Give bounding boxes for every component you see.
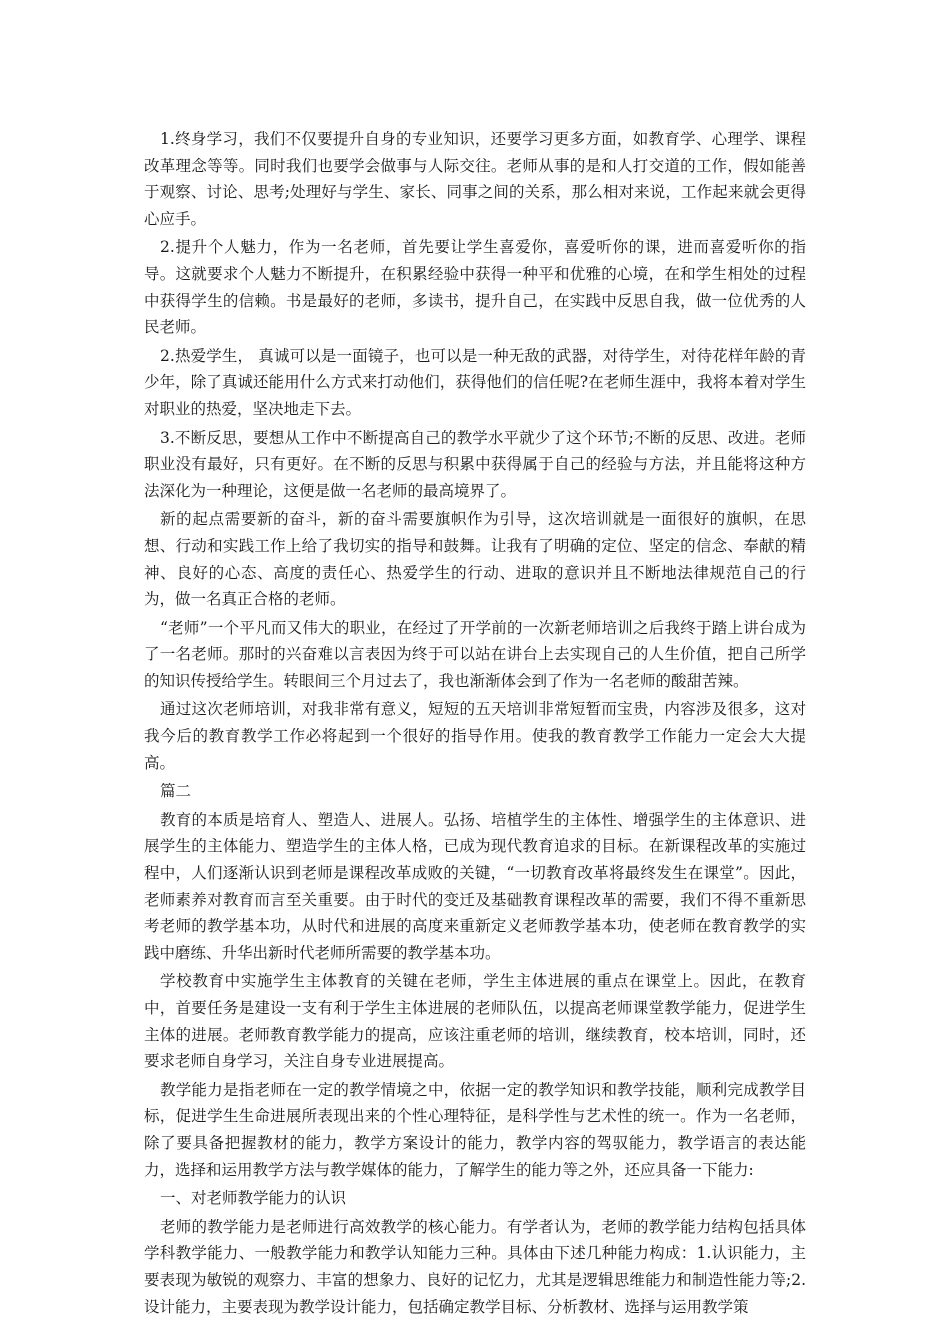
paragraph-new-start: 新的起点需要新的奋斗，新的奋斗需要旗帜作为引导，这次培训就是一面很好的旗帜，在思想、行动和实践工作上给了我切实的指导和鼓舞。让我有了明确的定位、坚定的信念、奉献的精神、良好的心态、高度的责任心、热爱学生的行动、进取的意识并且不断地法律规范自己的行为，做一名真正合格的老师。 [144, 510, 806, 609]
paragraph-personal-charm: 2.提升个人魅力，作为一名老师，首先要让学生喜爱你，喜爱听你的课，进而喜爱听你的指导。这就要求个人魅力不断提升，在积累经验中获得一种平和优雅的心境，在和学生相处的过程中获得学生的信赖。书是最好的老师，多读书，提升自己，在实践中反思自我，做一位优秀的人民老师。 [144, 238, 806, 337]
section-heading-ability-recognition: 一、对老师教学能力的认识 [160, 1189, 347, 1208]
section-heading-part-two: 篇二 [160, 782, 192, 801]
paragraph-love-students: 2.热爱学生， 真诚可以是一面镜子，也可以是一种无敌的武器，对待学生，对待花样年龄的青少年，除了真诚还能用什么方式来打动他们，获得他们的信任呢?在老师生涯中，我将本着对学生对职业的热爱，坚决地走下去。 [144, 346, 806, 418]
paragraph-teacher-profession: “老师”一个平凡而又伟大的职业，在经过了开学前的一次新老师培训之后我终于踏上讲台成为了一名老师。那时的兴奋难以言表因为终于可以站在讲台上去实现自己的人生价值，把自己所学的知识传授给学生。转眼间三个月过去了，我也渐渐体会到了作为一名老师的酸甜苦辣。 [144, 618, 806, 690]
document-page [144, 126, 806, 1322]
paragraph-lifelong-learning: 1.终身学习，我们不仅要提升自身的专业知识，还要学习更多方面，如教育学、心理学、课程改革理念等等。同时我们也要学会做事与人际交往。老师从事的是和人打交道的工作，假如能善于观察、讨论、思考;处理好与学生、家长、同事之间的关系，那么相对来说，工作起来就会更得心应手。 [144, 130, 806, 228]
paragraph-ability-structure: 老师的教学能力是老师进行高效教学的核心能力。有学者认为，老师的教学能力结构包括具体学科教学能力、一般教学能力和教学认知能力三种。具体由下述几种能力构成：1.认识能力，主要表现为敏锐的观察力、丰富的想象力、良好的记忆力，尤其是逻辑思维能力和制造性能力等;2.设计能力，主要表现为教学设计能力，包括确定教学目标、分析教材、选择与运用教学策 [144, 1217, 806, 1316]
paragraph-school-education: 学校教育中实施学生主体教育的关键在老师，学生主体进展的重点在课堂上。因此，在教育中，首要任务是建设一支有利于学生主体进展的老师队伍，以提高老师课堂教学能力，促进学生主体的进展。老师教育教学能力的提高，应该注重老师的培训，继续教育，校本培训，同时，还要求老师自身学习，关注自身专业进展提高。 [144, 972, 806, 1071]
paragraph-training-summary: 通过这次老师培训，对我非常有意义，短短的五天培训非常短暂而宝贵，内容涉及很多，这对我今后的教育教学工作必将起到一个很好的指导作用。使我的教育教学工作能力一定会大大提高。 [144, 700, 806, 772]
paragraph-reflection: 3.不断反思，要想从工作中不断提高自己的教学水平就少了这个环节;不断的反思、改进。老师职业没有最好，只有更好。在不断的反思与积累中获得属于自己的经验与方法，并且能将这种方法深化为一种理论，这便是做一名老师的最高境界了。 [144, 428, 806, 500]
paragraph-teaching-ability: 教学能力是指老师在一定的教学情境之中，依据一定的教学知识和教学技能，顺利完成教学目标，促进学生生命进展所表现出来的个性心理特征，是科学性与艺术性的统一。作为一名老师，除了要具备把握教材的能力，教学方案设计的能力，教学内容的驾驭能力，教学语言的表达能力，选择和运用教学方法与教学媒体的能力，了解学生的能力等之外，还应具备一下能力: [144, 1080, 806, 1179]
paragraph-education-essence: 教育的本质是培育人、塑造人、进展人。弘扬、培植学生的主体性、增强学生的主体意识、进展学生的主体能力、塑造学生的主体人格，已成为现代教育追求的目标。在新课程改革的实施过程中，人们逐渐认识到老师是课程改革成败的关键，“一切教育改革将最终发生在课堂”。因此，老师素养对教育而言至关重要。由于时代的变迁及基础教育课程改革的需要，我们不得不重新思考老师的教学基本功，从时代和进展的高度来重新定义老师教学基本功，使老师在教育教学的实践中磨练、升华出新时代老师所需要的教学基本功。 [144, 810, 806, 962]
